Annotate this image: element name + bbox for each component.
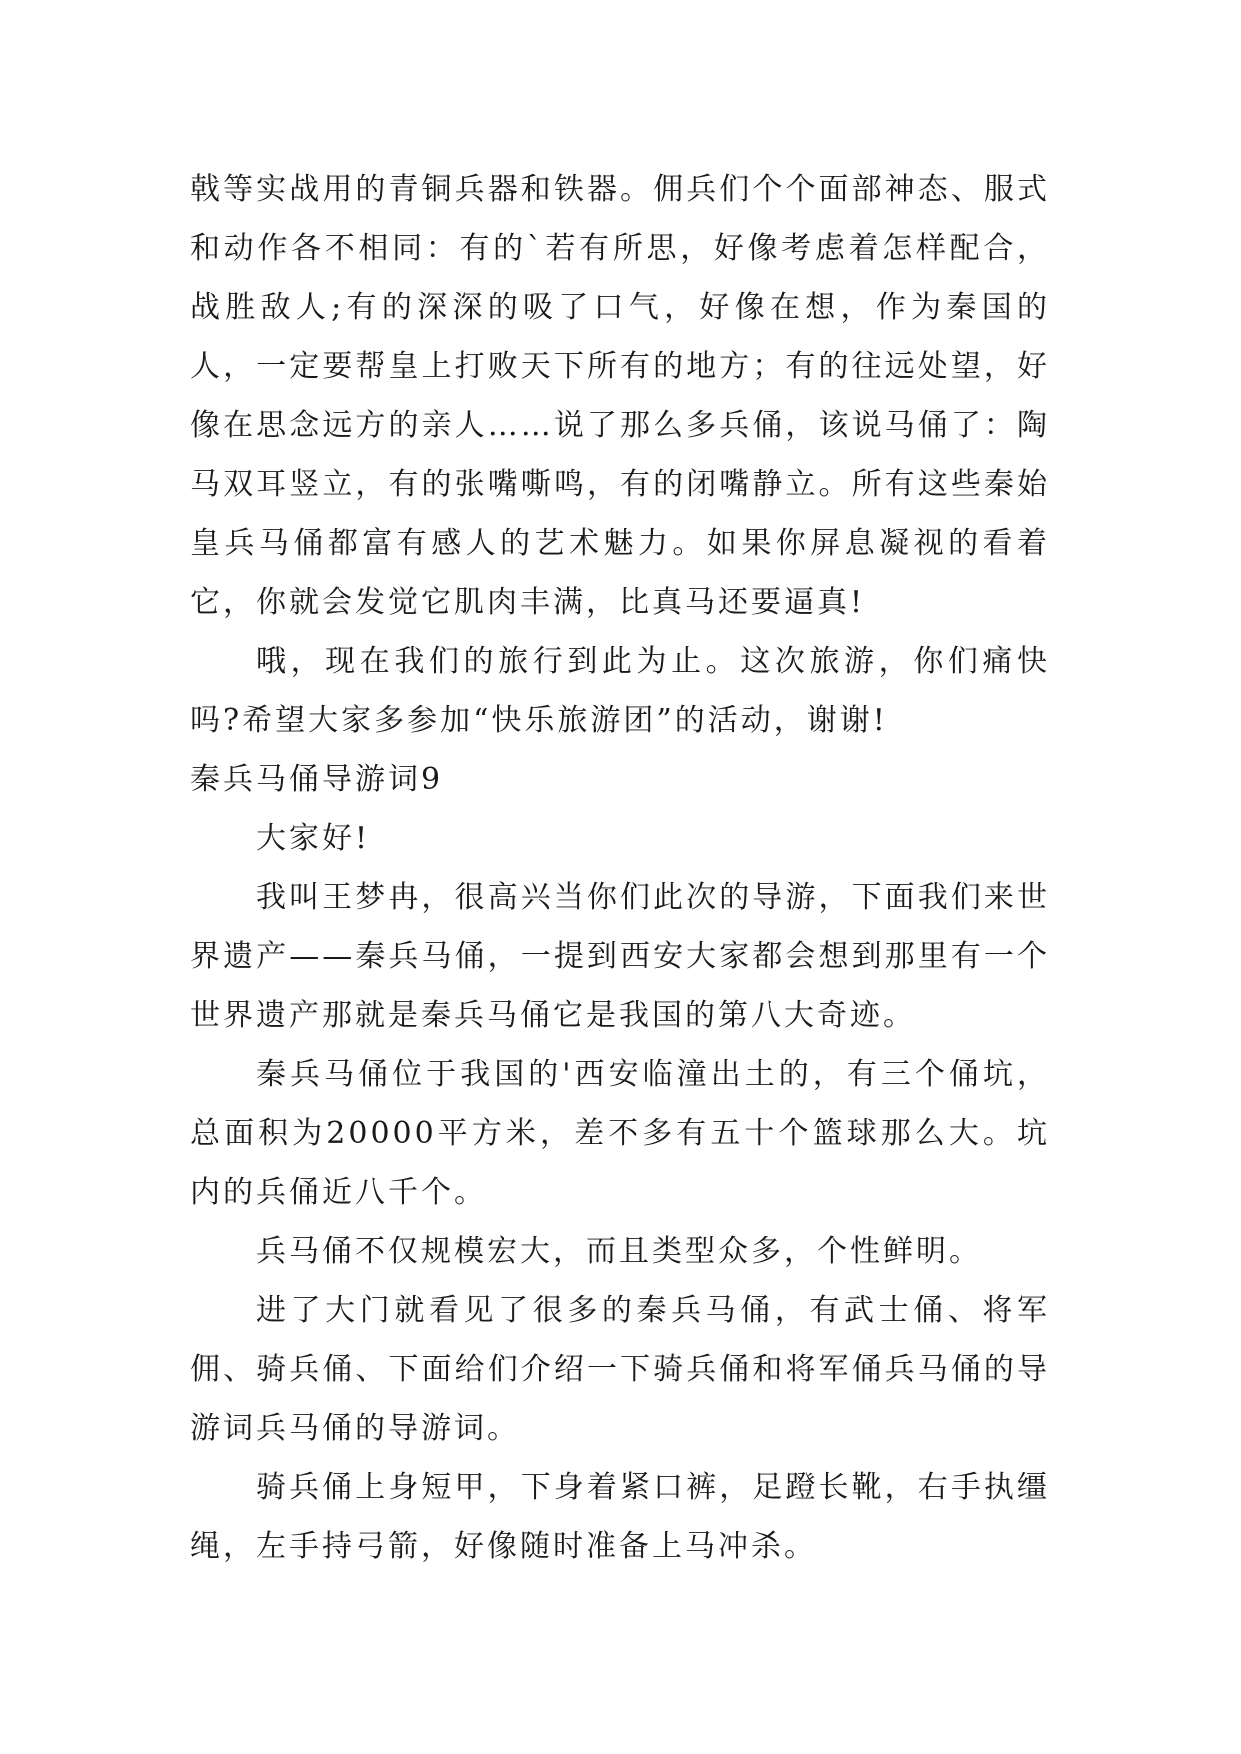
paragraph-1: 哦，现在我们的旅行到此为止。这次旅游，你们痛快吗?希望大家多参加“快乐旅游团”的活动，谢谢! bbox=[190, 644, 1050, 738]
document-body bbox=[190, 160, 1050, 1576]
paragraph-6: 兵马俑不仅规模宏大，而且类型众多，个性鲜明。 bbox=[256, 1234, 982, 1269]
paragraph-0: 戟等实战用的青铜兵器和铁器。佣兵们个个面部神态、服式和动作各不相同：有的`若有所思，好像考虑着怎样配合，战胜敌人;有的深深的吸了口气，好像在想，作为秦国的人，一定要帮皇上打败天下所有的地方；有的往远处望，好像在思念远方的亲人……说了那么多兵俑，该说马俑了：陶马双耳竖立，有的张嘴嘶鸣，有的闭嘴静立。所有这些秦始皇兵马俑都富有感人的艺术魅力。如果你屏息凝视的看着它，你就会发觉它肌肉丰满，比真马还要逼真! bbox=[190, 172, 1050, 620]
paragraph-5: 秦兵马俑位于我国的'西安临潼出土的，有三个俑坑，总面积为20000平方米，差不多有五十个篮球那么大。坑内的兵俑近八千个。 bbox=[190, 1057, 1050, 1210]
paragraph-8: 骑兵俑上身短甲，下身着紧口裤，足蹬长靴，右手执缰绳，左手持弓箭，好像随时准备上马冲杀。 bbox=[190, 1470, 1050, 1564]
paragraph-3: 大家好! bbox=[256, 821, 371, 856]
paragraph-7: 进了大门就看见了很多的秦兵马俑，有武士俑、将军佣、骑兵俑、下面给们介绍一下骑兵俑和将军俑兵马俑的导游词兵马俑的导游词。 bbox=[190, 1293, 1050, 1446]
section-heading: 秦兵马俑导游词9 bbox=[190, 762, 444, 797]
paragraph-4: 我叫王梦冉，很高兴当你们此次的导游，下面我们来世界遗产——秦兵马俑，一提到西安大家都会想到那里有一个世界遗产那就是秦兵马俑它是我国的第八大奇迹。 bbox=[190, 880, 1050, 1033]
